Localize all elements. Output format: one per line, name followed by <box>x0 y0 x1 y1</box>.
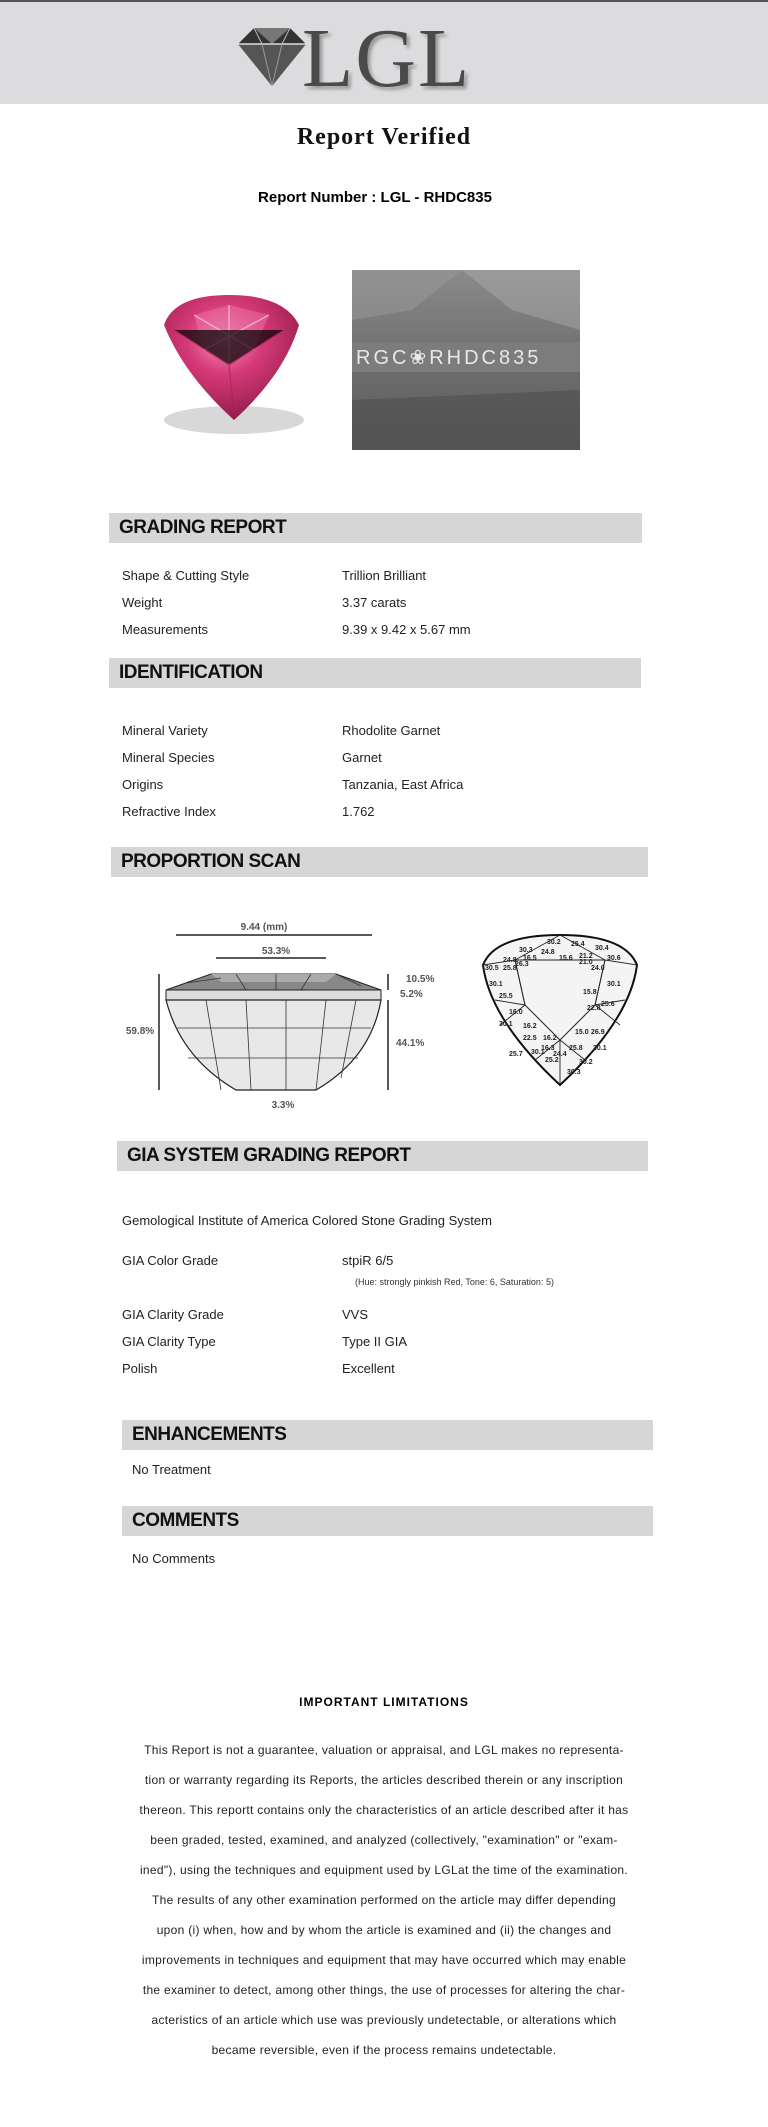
depth-label: 59.8% <box>126 1026 155 1037</box>
proportion-side-diagram <box>126 908 446 1118</box>
facet-angle-label: 16.5 <box>523 955 537 962</box>
row-value: Type II GIA <box>342 1334 408 1349</box>
inscription-text: RGC❀RHDC835 <box>356 347 542 369</box>
facet-angle-label: 30.2 <box>547 939 561 946</box>
diamond-icon <box>232 22 312 92</box>
limitations-line: thereon. This reportt contains only the characteristics of an article described after it has <box>139 1803 629 1817</box>
grading-report-heading: GRADING REPORT <box>109 513 642 543</box>
facet-angle-label: 30.2 <box>579 1059 593 1066</box>
facet-angle-label: 26.3 <box>515 961 529 968</box>
limitations-line: improvements in techniques and equipment that may have occurred which may enable <box>141 1953 627 1967</box>
identification-heading: IDENTIFICATION <box>109 658 641 688</box>
facet-angle-label: 30.1 <box>607 981 621 988</box>
row-label: Mineral Variety <box>122 723 208 738</box>
report-number: Report Number : LGL - RHDC835 <box>258 189 492 206</box>
facet-angle-label: 22.8 <box>587 1005 601 1012</box>
facet-angle-label: 30.1 <box>499 1021 513 1028</box>
inscription-photo <box>352 270 580 450</box>
facet-angle-label: 16.0 <box>509 1009 523 1016</box>
facet-angle-label: 25.2 <box>545 1057 559 1064</box>
facet-angle-label: 21.0 <box>579 959 593 966</box>
row-value: Tanzania, East Africa <box>342 777 464 792</box>
facet-angle-label: 26.9 <box>591 1029 605 1036</box>
hue-note: (Hue: strongly pinkish Red, Tone: 6, Saturation: 5) <box>355 1277 554 1287</box>
lgl-logo <box>232 12 492 105</box>
enhancements-heading: ENHANCEMENTS <box>122 1420 653 1450</box>
facet-angle-label: 22.5 <box>523 1035 537 1042</box>
limitations-line: upon (i) when, how and by whom the article is examined and (ii) the changes and <box>156 1923 612 1937</box>
culet-label: 3.3% <box>271 1100 295 1111</box>
limitations-body <box>116 1735 652 2065</box>
row-label: Shape & Cutting Style <box>122 568 250 583</box>
comments-heading: COMMENTS <box>122 1506 653 1536</box>
row-label: Origins <box>122 777 164 792</box>
limitations-line: This Report is not a guarantee, valuation or appraisal, and LGL makes no representa- <box>144 1743 624 1757</box>
row-value: Excellent <box>342 1361 395 1376</box>
facet-angle-label: 15.0 <box>575 1029 589 1036</box>
facet-angle-label: 24.4 <box>553 1051 567 1058</box>
proportion-top-diagram <box>475 930 645 1090</box>
facet-angle-label: 24.0 <box>591 965 605 972</box>
facet-angle-label: 30.6 <box>607 955 621 962</box>
facet-angle-label: 25.4 <box>571 941 585 948</box>
row-value: stpiR 6/5 <box>342 1253 394 1268</box>
row-label: Measurements <box>122 622 208 637</box>
row-value: 9.39 x 9.42 x 5.67 mm <box>342 622 471 637</box>
facet-angle-label: 25.5 <box>499 993 513 1000</box>
row-label: Weight <box>122 595 163 610</box>
row-value: 3.37 carats <box>342 595 407 610</box>
facet-angle-label: 15.8 <box>583 989 597 996</box>
limitations-heading: IMPORTANT LIMITATIONS <box>299 1695 469 1709</box>
limitations-line: been graded, tested, examined, and analyzed (collectively, "examination" or "exam- <box>150 1833 618 1847</box>
row-value: 1.762 <box>342 804 375 819</box>
facet-angle-label: 16.2 <box>523 1023 537 1030</box>
row-label: Refractive Index <box>122 804 216 819</box>
limitations-line: acteristics of an article which use was previously undetectable, or alterations which <box>151 2013 617 2027</box>
limitations-line: tion or warranty regarding its Reports, the articles described therein or any inscription <box>144 1773 624 1787</box>
facet-angle-label: 30.1 <box>593 1045 607 1052</box>
enhancements-text: No Treatment <box>132 1462 211 1477</box>
girdle-label: 5.2% <box>400 989 423 1000</box>
logo-text: LGL <box>302 12 472 105</box>
facet-angle-label: 24.8 <box>503 957 517 964</box>
facet-angle-label: 21.2 <box>579 953 593 960</box>
row-value: VVS <box>342 1307 369 1322</box>
table-label: 53.3% <box>261 946 291 957</box>
proportion-scan-heading: PROPORTION SCAN <box>111 847 648 877</box>
facet-angle-label: 30.3 <box>519 947 533 954</box>
pavilion-label: 44.1% <box>396 1038 425 1049</box>
row-value: Rhodolite Garnet <box>342 723 441 738</box>
facet-angle-label: 25.8 <box>569 1045 583 1052</box>
gem-photo <box>134 270 324 460</box>
limitations-line: became reversible, even if the process remains undetectable. <box>211 2043 557 2057</box>
facet-angle-label: 30.3 <box>567 1069 581 1076</box>
facet-angle-label: 25.6 <box>601 1001 615 1008</box>
row-label: Mineral Species <box>122 750 215 765</box>
gia-heading: GIA SYSTEM GRADING REPORT <box>117 1141 648 1171</box>
limitations-line: the examiner to detect, among other things, the use of processes for altering the char- <box>142 1983 626 1997</box>
limitations-line: The results of any other examination performed on the article may differ depending <box>152 1893 616 1907</box>
row-label: Polish <box>122 1361 158 1376</box>
comments-text: No Comments <box>132 1551 216 1566</box>
row-label: GIA Clarity Type <box>122 1334 216 1349</box>
facet-angle-label: 16.3 <box>541 1045 555 1052</box>
facet-angle-label: 30.1 <box>531 1049 545 1056</box>
header-banner <box>0 2 768 104</box>
facet-angle-label: 16.2 <box>543 1035 557 1042</box>
width-label: 9.44 (mm) <box>240 922 288 933</box>
facet-angle-label: 25.8 <box>503 965 517 972</box>
row-label: GIA Clarity Grade <box>122 1307 224 1322</box>
row-label: GIA Color Grade <box>122 1253 219 1268</box>
facet-angle-label: 25.7 <box>509 1051 523 1058</box>
row-value: Garnet <box>342 750 382 765</box>
facet-angle-label: 30.1 <box>489 981 503 988</box>
limitations-line: ined"), using the techniques and equipment used by LGLat the time of the examination. <box>139 1863 629 1877</box>
facet-angle-label: 30.5 <box>485 965 499 972</box>
facet-angle-label: 30.4 <box>595 945 609 952</box>
crown-label: 10.5% <box>406 974 435 985</box>
facet-angle-label: 15.6 <box>559 955 573 962</box>
page-title: Report Verified <box>296 124 472 150</box>
gia-intro: Gemological Institute of America Colored Stone Grading System <box>122 1213 492 1228</box>
row-value: Trillion Brilliant <box>342 568 427 583</box>
facet-angle-label: 24.8 <box>541 949 555 956</box>
